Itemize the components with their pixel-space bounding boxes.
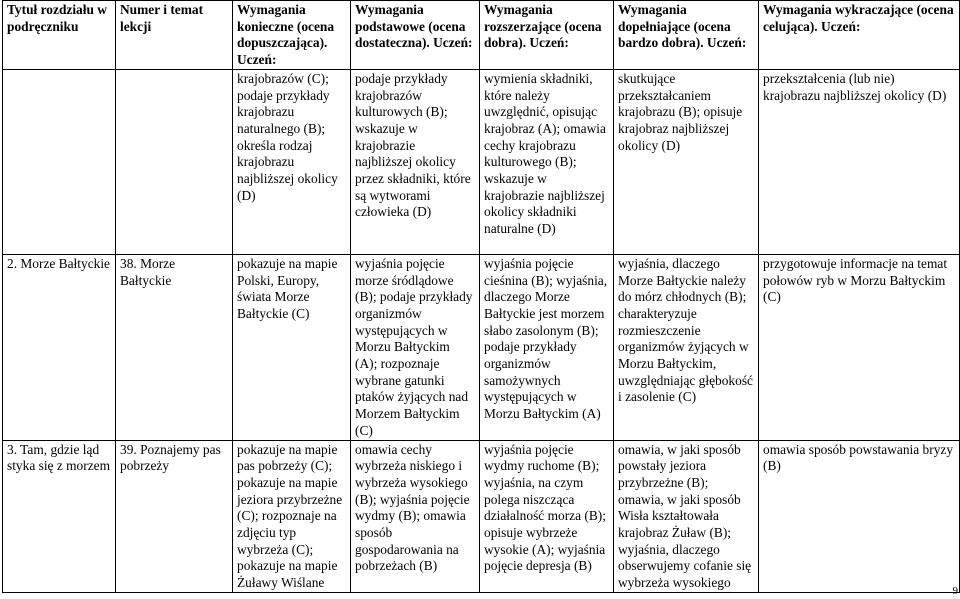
header-rozszerzajace: Wymagania rozszerzające (ocena dobra). Uczeń: bbox=[480, 1, 614, 70]
header-dopelniajace: Wymagania dopełniające (ocena bardzo dobra). Uczeń: bbox=[614, 1, 759, 70]
cell-podstawowe: omawia cechy wybrzeża niskiego i wybrzeża wysokiego (B); wyjaśnia pojęcie wydmy (B); omawia sposób gospodarowania na pobrzeżach (B) bbox=[351, 440, 480, 592]
cell-dopelniajace: skutkujące przekształcaniem krajobrazu (B); opisuje krajobraz najbliższej okolicy (D) bbox=[614, 69, 759, 254]
header-podstawowe: Wymagania podstawowe (ocena dostateczna). Uczeń: bbox=[351, 1, 480, 70]
cell-podstawowe: wyjaśnia pojęcie morze śródlądowe (B); podaje przykłady organizmów występujących w Morzu Bałtyckim (A); rozpoznaje wybrane gatunki ptaków żyjących nad Morzem Bałtyckim (C) bbox=[351, 254, 480, 440]
cell-konieczne: pokazuje na mapie pas pobrzeży (C); pokazuje na mapie jeziora przybrzeżne (C); rozpoznaje na zdjęciu typ wybrzeża (C); pokazuje na mapie Żuławy Wiślane bbox=[233, 440, 351, 592]
cell-konieczne: pokazuje na mapie Polski, Europy, świata Morze Bałtyckie (C) bbox=[233, 254, 351, 440]
table-row bbox=[3, 440, 960, 592]
cell-chapter: 3. Tam, gdzie ląd styka się z morzem bbox=[3, 440, 116, 592]
cell-wykraczajace: przygotowuje informacje na temat połowów ryb w Morzu Bałtyckim (C) bbox=[759, 254, 960, 440]
table-row bbox=[3, 254, 960, 440]
cell-chapter: 2. Morze Bałtyckie bbox=[3, 254, 116, 440]
cell-konieczne: krajobrazów (C); podaje przykłady krajobrazu naturalnego (B); określa rodzaj krajobrazu najbliższej okolicy (D) bbox=[233, 69, 351, 254]
cell-dopelniajace: omawia, w jaki sposób powstały jeziora przybrzeżne (B); omawia, w jaki sposób Wisła kształtowała krajobraz Żuław (B); wyjaśnia, dlaczego obserwujemy cofanie się wybrzeża wysokiego bbox=[614, 440, 759, 592]
cell-rozszerzajace: wyjaśnia pojęcie wydmy ruchome (B); wyjaśnia, na czym polega niszcząca działalność morza (B); opisuje wybrzeże wysokie (A); wyjaśnia pojęcie depresja (B) bbox=[480, 440, 614, 592]
header-row bbox=[3, 1, 960, 70]
cell-wykraczajace: przekształcenia (lub nie) krajobrazu najbliższej okolicy (D) bbox=[759, 69, 960, 254]
cell-lesson: 39. Poznajemy pas pobrzeży bbox=[116, 440, 233, 592]
cell-wykraczajace: omawia sposób powstawania bryzy (B) bbox=[759, 440, 960, 592]
page-number: 9 bbox=[952, 585, 958, 597]
cell-rozszerzajace: wyjaśnia pojęcie cieśnina (B); wyjaśnia, dlaczego Morze Bałtyckie jest morzem słabo zasolonym (B); podaje przykłady organizmów samożywnych występujących w Morzu Bałtyckim (A) bbox=[480, 254, 614, 440]
header-konieczne: Wymagania konieczne (ocena dopuszczająca). Uczeń: bbox=[233, 1, 351, 70]
cell-rozszerzajace: wymienia składniki, które należy uwzględnić, opisując krajobraz (A); omawia cechy krajobrazu kulturowego (B); wskazuje w krajobrazie najbliższej okolicy składniki naturalne (D) bbox=[480, 69, 614, 254]
header-chapter: Tytuł rozdziału w podręczniku bbox=[3, 1, 116, 70]
cell-lesson: 38. Morze Bałtyckie bbox=[116, 254, 233, 440]
header-wykraczajace: Wymagania wykraczające (ocena celująca). Uczeń: bbox=[759, 1, 960, 70]
cell-podstawowe: podaje przykłady krajobrazów kulturowych (B); wskazuje w krajobrazie najbliższej okolicy przez składniki, które są wytworami człowieka (D) bbox=[351, 69, 480, 254]
cell-dopelniajace: wyjaśnia, dlaczego Morze Bałtyckie należy do mórz chłodnych (B); charakteryzuje rozmieszczenie organizmów żyjących w Morzu Bałtyckim, uwzględniając głębokość i zasolenie (C) bbox=[614, 254, 759, 440]
table-row bbox=[3, 69, 960, 254]
cell-lesson bbox=[116, 69, 233, 254]
header-lesson: Numer i temat lekcji bbox=[116, 1, 233, 70]
requirements-table bbox=[2, 0, 960, 593]
cell-chapter bbox=[3, 69, 116, 254]
